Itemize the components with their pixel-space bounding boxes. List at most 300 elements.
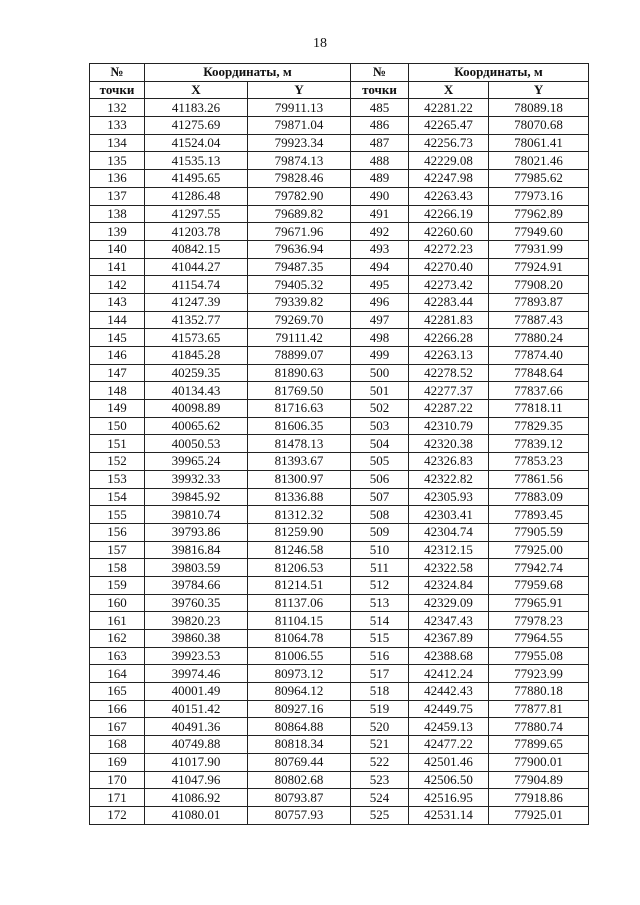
x-coordinate-cell: 42305.93 bbox=[409, 488, 489, 506]
y-coordinate-cell: 77837.66 bbox=[489, 382, 589, 400]
x-coordinate-cell: 42263.43 bbox=[409, 187, 489, 205]
y-coordinate-cell: 77925.00 bbox=[489, 541, 589, 559]
x-coordinate-cell: 39860.38 bbox=[145, 630, 248, 648]
y-coordinate-cell: 77904.89 bbox=[489, 771, 589, 789]
point-number-cell: 513 bbox=[351, 594, 409, 612]
point-number-cell: 148 bbox=[90, 382, 145, 400]
x-coordinate-cell: 40151.42 bbox=[145, 700, 248, 718]
point-number-cell: 162 bbox=[90, 630, 145, 648]
y-coordinate-cell: 81214.51 bbox=[248, 576, 351, 594]
point-number-cell: 519 bbox=[351, 700, 409, 718]
x-coordinate-cell: 42322.58 bbox=[409, 559, 489, 577]
table-row bbox=[90, 523, 589, 541]
y-coordinate-cell: 81137.06 bbox=[248, 594, 351, 612]
y-coordinate-cell: 79689.82 bbox=[248, 205, 351, 223]
table-row bbox=[90, 134, 589, 152]
table-row bbox=[90, 117, 589, 135]
point-number-cell: 523 bbox=[351, 771, 409, 789]
point-number-cell: 164 bbox=[90, 665, 145, 683]
y-coordinate-cell: 77899.65 bbox=[489, 736, 589, 754]
y-coordinate-cell: 77818.11 bbox=[489, 400, 589, 418]
table-row bbox=[90, 789, 589, 807]
x-coordinate-cell: 42272.23 bbox=[409, 240, 489, 258]
point-number-cell: 511 bbox=[351, 559, 409, 577]
point-number-cell: 507 bbox=[351, 488, 409, 506]
y-coordinate-cell: 79487.35 bbox=[248, 258, 351, 276]
point-number-cell: 138 bbox=[90, 205, 145, 223]
y-coordinate-cell: 77893.45 bbox=[489, 506, 589, 524]
point-number-cell: 505 bbox=[351, 453, 409, 471]
x-coordinate-cell: 39965.24 bbox=[145, 453, 248, 471]
x-coordinate-cell: 40134.43 bbox=[145, 382, 248, 400]
y-coordinate-cell: 79339.82 bbox=[248, 293, 351, 311]
y-coordinate-cell: 77942.74 bbox=[489, 559, 589, 577]
x-coordinate-cell: 41044.27 bbox=[145, 258, 248, 276]
y-coordinate-cell: 77839.12 bbox=[489, 435, 589, 453]
x-coordinate-cell: 41017.90 bbox=[145, 753, 248, 771]
y-coordinate-cell: 79671.96 bbox=[248, 223, 351, 241]
y-coordinate-cell: 77853.23 bbox=[489, 453, 589, 471]
y-coordinate-cell: 77883.09 bbox=[489, 488, 589, 506]
point-number-cell: 156 bbox=[90, 523, 145, 541]
y-coordinate-cell: 81769.50 bbox=[248, 382, 351, 400]
x-coordinate-cell: 42273.42 bbox=[409, 276, 489, 294]
point-number-cell: 153 bbox=[90, 470, 145, 488]
point-number-cell: 151 bbox=[90, 435, 145, 453]
x-coordinate-cell: 41286.48 bbox=[145, 187, 248, 205]
x-coordinate-cell: 41247.39 bbox=[145, 293, 248, 311]
point-number-cell: 165 bbox=[90, 683, 145, 701]
table-row bbox=[90, 594, 589, 612]
point-number-cell: 140 bbox=[90, 240, 145, 258]
point-number-cell: 170 bbox=[90, 771, 145, 789]
table-row bbox=[90, 170, 589, 188]
x-coordinate-cell: 39820.23 bbox=[145, 612, 248, 630]
y-coordinate-cell: 79782.90 bbox=[248, 187, 351, 205]
y-coordinate-cell: 81300.97 bbox=[248, 470, 351, 488]
x-coordinate-cell: 42412.24 bbox=[409, 665, 489, 683]
point-number-cell: 172 bbox=[90, 806, 145, 824]
x-coordinate-cell: 41297.55 bbox=[145, 205, 248, 223]
point-number-cell: 525 bbox=[351, 806, 409, 824]
table-row bbox=[90, 435, 589, 453]
y-coordinate-cell: 77874.40 bbox=[489, 347, 589, 365]
table-row bbox=[90, 240, 589, 258]
table-row bbox=[90, 576, 589, 594]
table-row bbox=[90, 470, 589, 488]
y-coordinate-cell: 81064.78 bbox=[248, 630, 351, 648]
y-coordinate-cell: 77964.55 bbox=[489, 630, 589, 648]
y-coordinate-cell: 77962.89 bbox=[489, 205, 589, 223]
point-number-cell: 509 bbox=[351, 523, 409, 541]
x-coordinate-cell: 42501.46 bbox=[409, 753, 489, 771]
y-coordinate-cell: 80927.16 bbox=[248, 700, 351, 718]
x-coordinate-cell: 41203.78 bbox=[145, 223, 248, 241]
point-number-cell: 493 bbox=[351, 240, 409, 258]
x-coordinate-cell: 39932.33 bbox=[145, 470, 248, 488]
table-row bbox=[90, 736, 589, 754]
x-coordinate-cell: 41845.28 bbox=[145, 347, 248, 365]
y-coordinate-cell: 77965.91 bbox=[489, 594, 589, 612]
y-coordinate-cell: 77949.60 bbox=[489, 223, 589, 241]
point-number-cell: 149 bbox=[90, 400, 145, 418]
point-number-cell: 137 bbox=[90, 187, 145, 205]
x-coordinate-cell: 39793.86 bbox=[145, 523, 248, 541]
x-coordinate-cell: 41047.96 bbox=[145, 771, 248, 789]
table-row bbox=[90, 347, 589, 365]
y-coordinate-cell: 81312.32 bbox=[248, 506, 351, 524]
table-row bbox=[90, 329, 589, 347]
y-coordinate-cell: 79923.34 bbox=[248, 134, 351, 152]
x-column-header: X bbox=[145, 81, 248, 99]
point-number-cell: 508 bbox=[351, 506, 409, 524]
y-coordinate-cell: 80964.12 bbox=[248, 683, 351, 701]
x-coordinate-cell: 42266.19 bbox=[409, 205, 489, 223]
point-number-cell: 136 bbox=[90, 170, 145, 188]
point-number-cell: 161 bbox=[90, 612, 145, 630]
table-row bbox=[90, 258, 589, 276]
y-coordinate-cell: 80793.87 bbox=[248, 789, 351, 807]
point-number-cell: 139 bbox=[90, 223, 145, 241]
y-coordinate-cell: 78021.46 bbox=[489, 152, 589, 170]
x-coordinate-cell: 39760.35 bbox=[145, 594, 248, 612]
x-coordinate-cell: 42459.13 bbox=[409, 718, 489, 736]
point-number-cell: 157 bbox=[90, 541, 145, 559]
y-coordinate-cell: 77900.01 bbox=[489, 753, 589, 771]
y-coordinate-cell: 79828.46 bbox=[248, 170, 351, 188]
point-subheader: точки bbox=[90, 81, 145, 99]
point-number-cell: 167 bbox=[90, 718, 145, 736]
y-coordinate-cell: 77924.91 bbox=[489, 258, 589, 276]
y-coordinate-cell: 77973.16 bbox=[489, 187, 589, 205]
table-row bbox=[90, 187, 589, 205]
y-coordinate-cell: 79636.94 bbox=[248, 240, 351, 258]
y-column-header: Y bbox=[489, 81, 589, 99]
table-row bbox=[90, 753, 589, 771]
table-row bbox=[90, 488, 589, 506]
point-number-cell: 522 bbox=[351, 753, 409, 771]
point-number-cell: 506 bbox=[351, 470, 409, 488]
y-coordinate-cell: 77925.01 bbox=[489, 806, 589, 824]
table-row bbox=[90, 700, 589, 718]
y-coordinate-cell: 81890.63 bbox=[248, 364, 351, 382]
y-coordinate-cell: 80757.93 bbox=[248, 806, 351, 824]
y-coordinate-cell: 77887.43 bbox=[489, 311, 589, 329]
x-coordinate-cell: 39803.59 bbox=[145, 559, 248, 577]
y-coordinate-cell: 79871.04 bbox=[248, 117, 351, 135]
coordinates-header: Координаты, м bbox=[409, 64, 589, 82]
point-number-cell: 160 bbox=[90, 594, 145, 612]
y-column-header: Y bbox=[248, 81, 351, 99]
point-number-cell: 488 bbox=[351, 152, 409, 170]
x-coordinate-cell: 42260.60 bbox=[409, 223, 489, 241]
point-number-cell: 517 bbox=[351, 665, 409, 683]
x-coordinate-cell: 41495.65 bbox=[145, 170, 248, 188]
point-number-cell: 168 bbox=[90, 736, 145, 754]
y-coordinate-cell: 81104.15 bbox=[248, 612, 351, 630]
x-coordinate-cell: 42247.98 bbox=[409, 170, 489, 188]
table-row bbox=[90, 400, 589, 418]
y-coordinate-cell: 77861.56 bbox=[489, 470, 589, 488]
x-coordinate-cell: 41080.01 bbox=[145, 806, 248, 824]
y-coordinate-cell: 77918.86 bbox=[489, 789, 589, 807]
x-coordinate-cell: 42367.89 bbox=[409, 630, 489, 648]
header-row-top bbox=[90, 64, 589, 82]
y-coordinate-cell: 77880.18 bbox=[489, 683, 589, 701]
x-coordinate-cell: 40491.36 bbox=[145, 718, 248, 736]
y-coordinate-cell: 77829.35 bbox=[489, 417, 589, 435]
x-column-header: X bbox=[409, 81, 489, 99]
table-row bbox=[90, 453, 589, 471]
x-coordinate-cell: 41183.26 bbox=[145, 99, 248, 117]
point-number-cell: 501 bbox=[351, 382, 409, 400]
point-number-header: № bbox=[351, 64, 409, 82]
y-coordinate-cell: 79111.42 bbox=[248, 329, 351, 347]
point-number-cell: 155 bbox=[90, 506, 145, 524]
point-number-cell: 502 bbox=[351, 400, 409, 418]
y-coordinate-cell: 81478.13 bbox=[248, 435, 351, 453]
point-number-cell: 171 bbox=[90, 789, 145, 807]
x-coordinate-cell: 42326.83 bbox=[409, 453, 489, 471]
point-number-cell: 154 bbox=[90, 488, 145, 506]
point-number-cell: 498 bbox=[351, 329, 409, 347]
point-number-cell: 159 bbox=[90, 576, 145, 594]
y-coordinate-cell: 78061.41 bbox=[489, 134, 589, 152]
page-number: 18 bbox=[313, 36, 327, 51]
x-coordinate-cell: 42304.74 bbox=[409, 523, 489, 541]
x-coordinate-cell: 42281.22 bbox=[409, 99, 489, 117]
x-coordinate-cell: 39845.92 bbox=[145, 488, 248, 506]
coordinates-table bbox=[89, 63, 589, 825]
point-number-cell: 145 bbox=[90, 329, 145, 347]
y-coordinate-cell: 81206.53 bbox=[248, 559, 351, 577]
table-row bbox=[90, 612, 589, 630]
x-coordinate-cell: 41086.92 bbox=[145, 789, 248, 807]
point-number-cell: 133 bbox=[90, 117, 145, 135]
point-number-cell: 516 bbox=[351, 647, 409, 665]
x-coordinate-cell: 41154.74 bbox=[145, 276, 248, 294]
x-coordinate-cell: 41573.65 bbox=[145, 329, 248, 347]
x-coordinate-cell: 40842.15 bbox=[145, 240, 248, 258]
y-coordinate-cell: 77931.99 bbox=[489, 240, 589, 258]
y-coordinate-cell: 77978.23 bbox=[489, 612, 589, 630]
point-number-cell: 515 bbox=[351, 630, 409, 648]
y-coordinate-cell: 81606.35 bbox=[248, 417, 351, 435]
table-row bbox=[90, 205, 589, 223]
point-number-cell: 503 bbox=[351, 417, 409, 435]
point-number-cell: 143 bbox=[90, 293, 145, 311]
table-row bbox=[90, 683, 589, 701]
y-coordinate-cell: 79874.13 bbox=[248, 152, 351, 170]
y-coordinate-cell: 80973.12 bbox=[248, 665, 351, 683]
x-coordinate-cell: 40065.62 bbox=[145, 417, 248, 435]
x-coordinate-cell: 42347.43 bbox=[409, 612, 489, 630]
y-coordinate-cell: 80818.34 bbox=[248, 736, 351, 754]
y-coordinate-cell: 78899.07 bbox=[248, 347, 351, 365]
point-number-cell: 158 bbox=[90, 559, 145, 577]
y-coordinate-cell: 77959.68 bbox=[489, 576, 589, 594]
y-coordinate-cell: 80802.68 bbox=[248, 771, 351, 789]
point-number-cell: 142 bbox=[90, 276, 145, 294]
x-coordinate-cell: 42265.47 bbox=[409, 117, 489, 135]
table-row bbox=[90, 771, 589, 789]
point-number-cell: 496 bbox=[351, 293, 409, 311]
point-number-cell: 152 bbox=[90, 453, 145, 471]
point-number-cell: 510 bbox=[351, 541, 409, 559]
y-coordinate-cell: 78070.68 bbox=[489, 117, 589, 135]
point-number-cell: 497 bbox=[351, 311, 409, 329]
x-coordinate-cell: 40259.35 bbox=[145, 364, 248, 382]
point-number-cell: 499 bbox=[351, 347, 409, 365]
y-coordinate-cell: 79269.70 bbox=[248, 311, 351, 329]
table-row bbox=[90, 665, 589, 683]
x-coordinate-cell: 42263.13 bbox=[409, 347, 489, 365]
point-number-cell: 144 bbox=[90, 311, 145, 329]
point-number-cell: 504 bbox=[351, 435, 409, 453]
point-number-header: № bbox=[90, 64, 145, 82]
point-number-cell: 520 bbox=[351, 718, 409, 736]
table-row bbox=[90, 541, 589, 559]
point-number-cell: 487 bbox=[351, 134, 409, 152]
point-subheader: точки bbox=[351, 81, 409, 99]
table-row bbox=[90, 382, 589, 400]
table-row bbox=[90, 806, 589, 824]
point-number-cell: 132 bbox=[90, 99, 145, 117]
x-coordinate-cell: 42270.40 bbox=[409, 258, 489, 276]
x-coordinate-cell: 42283.44 bbox=[409, 293, 489, 311]
coordinates-header: Координаты, м bbox=[145, 64, 351, 82]
point-number-cell: 135 bbox=[90, 152, 145, 170]
y-coordinate-cell: 77985.62 bbox=[489, 170, 589, 188]
x-coordinate-cell: 42531.14 bbox=[409, 806, 489, 824]
y-coordinate-cell: 81393.67 bbox=[248, 453, 351, 471]
point-number-cell: 512 bbox=[351, 576, 409, 594]
y-coordinate-cell: 81336.88 bbox=[248, 488, 351, 506]
point-number-cell: 169 bbox=[90, 753, 145, 771]
x-coordinate-cell: 41524.04 bbox=[145, 134, 248, 152]
x-coordinate-cell: 40050.53 bbox=[145, 435, 248, 453]
point-number-cell: 166 bbox=[90, 700, 145, 718]
point-number-cell: 500 bbox=[351, 364, 409, 382]
point-number-cell: 147 bbox=[90, 364, 145, 382]
point-number-cell: 495 bbox=[351, 276, 409, 294]
x-coordinate-cell: 40098.89 bbox=[145, 400, 248, 418]
table-row bbox=[90, 630, 589, 648]
point-number-cell: 134 bbox=[90, 134, 145, 152]
point-number-cell: 150 bbox=[90, 417, 145, 435]
table-row bbox=[90, 99, 589, 117]
y-coordinate-cell: 81716.63 bbox=[248, 400, 351, 418]
y-coordinate-cell: 80769.44 bbox=[248, 753, 351, 771]
point-number-cell: 514 bbox=[351, 612, 409, 630]
x-coordinate-cell: 42312.15 bbox=[409, 541, 489, 559]
table-row bbox=[90, 293, 589, 311]
y-coordinate-cell: 77923.99 bbox=[489, 665, 589, 683]
x-coordinate-cell: 42303.41 bbox=[409, 506, 489, 524]
table-row bbox=[90, 311, 589, 329]
table-row bbox=[90, 647, 589, 665]
table-body bbox=[90, 99, 589, 824]
y-coordinate-cell: 79405.32 bbox=[248, 276, 351, 294]
point-number-cell: 141 bbox=[90, 258, 145, 276]
x-coordinate-cell: 39810.74 bbox=[145, 506, 248, 524]
x-coordinate-cell: 42516.95 bbox=[409, 789, 489, 807]
point-number-cell: 485 bbox=[351, 99, 409, 117]
table-row bbox=[90, 276, 589, 294]
x-coordinate-cell: 42388.68 bbox=[409, 647, 489, 665]
x-coordinate-cell: 41535.13 bbox=[145, 152, 248, 170]
x-coordinate-cell: 42281.83 bbox=[409, 311, 489, 329]
x-coordinate-cell: 42266.28 bbox=[409, 329, 489, 347]
y-coordinate-cell: 77905.59 bbox=[489, 523, 589, 541]
point-number-cell: 492 bbox=[351, 223, 409, 241]
x-coordinate-cell: 40001.49 bbox=[145, 683, 248, 701]
point-number-cell: 518 bbox=[351, 683, 409, 701]
x-coordinate-cell: 42229.08 bbox=[409, 152, 489, 170]
x-coordinate-cell: 42322.82 bbox=[409, 470, 489, 488]
point-number-cell: 486 bbox=[351, 117, 409, 135]
x-coordinate-cell: 42310.79 bbox=[409, 417, 489, 435]
x-coordinate-cell: 42278.52 bbox=[409, 364, 489, 382]
x-coordinate-cell: 42324.84 bbox=[409, 576, 489, 594]
table-row bbox=[90, 559, 589, 577]
y-coordinate-cell: 78089.18 bbox=[489, 99, 589, 117]
x-coordinate-cell: 40749.88 bbox=[145, 736, 248, 754]
point-number-cell: 490 bbox=[351, 187, 409, 205]
y-coordinate-cell: 77880.24 bbox=[489, 329, 589, 347]
table-row bbox=[90, 364, 589, 382]
x-coordinate-cell: 39974.46 bbox=[145, 665, 248, 683]
y-coordinate-cell: 77893.87 bbox=[489, 293, 589, 311]
x-coordinate-cell: 42449.75 bbox=[409, 700, 489, 718]
x-coordinate-cell: 42256.73 bbox=[409, 134, 489, 152]
table-row bbox=[90, 223, 589, 241]
x-coordinate-cell: 42320.38 bbox=[409, 435, 489, 453]
y-coordinate-cell: 79911.13 bbox=[248, 99, 351, 117]
y-coordinate-cell: 77877.81 bbox=[489, 700, 589, 718]
point-number-cell: 163 bbox=[90, 647, 145, 665]
x-coordinate-cell: 39923.53 bbox=[145, 647, 248, 665]
x-coordinate-cell: 42477.22 bbox=[409, 736, 489, 754]
x-coordinate-cell: 39784.66 bbox=[145, 576, 248, 594]
y-coordinate-cell: 81259.90 bbox=[248, 523, 351, 541]
x-coordinate-cell: 42277.37 bbox=[409, 382, 489, 400]
point-number-cell: 494 bbox=[351, 258, 409, 276]
point-number-cell: 524 bbox=[351, 789, 409, 807]
point-number-cell: 489 bbox=[351, 170, 409, 188]
table-row bbox=[90, 506, 589, 524]
table-row bbox=[90, 417, 589, 435]
y-coordinate-cell: 80864.88 bbox=[248, 718, 351, 736]
table-row bbox=[90, 152, 589, 170]
x-coordinate-cell: 42287.22 bbox=[409, 400, 489, 418]
x-coordinate-cell: 41352.77 bbox=[145, 311, 248, 329]
point-number-cell: 146 bbox=[90, 347, 145, 365]
x-coordinate-cell: 39816.84 bbox=[145, 541, 248, 559]
header-row-bottom bbox=[90, 81, 589, 99]
y-coordinate-cell: 77908.20 bbox=[489, 276, 589, 294]
y-coordinate-cell: 81246.58 bbox=[248, 541, 351, 559]
y-coordinate-cell: 77880.74 bbox=[489, 718, 589, 736]
point-number-cell: 491 bbox=[351, 205, 409, 223]
table-row bbox=[90, 718, 589, 736]
x-coordinate-cell: 41275.69 bbox=[145, 117, 248, 135]
x-coordinate-cell: 42442.43 bbox=[409, 683, 489, 701]
point-number-cell: 521 bbox=[351, 736, 409, 754]
y-coordinate-cell: 81006.55 bbox=[248, 647, 351, 665]
x-coordinate-cell: 42506.50 bbox=[409, 771, 489, 789]
y-coordinate-cell: 77848.64 bbox=[489, 364, 589, 382]
